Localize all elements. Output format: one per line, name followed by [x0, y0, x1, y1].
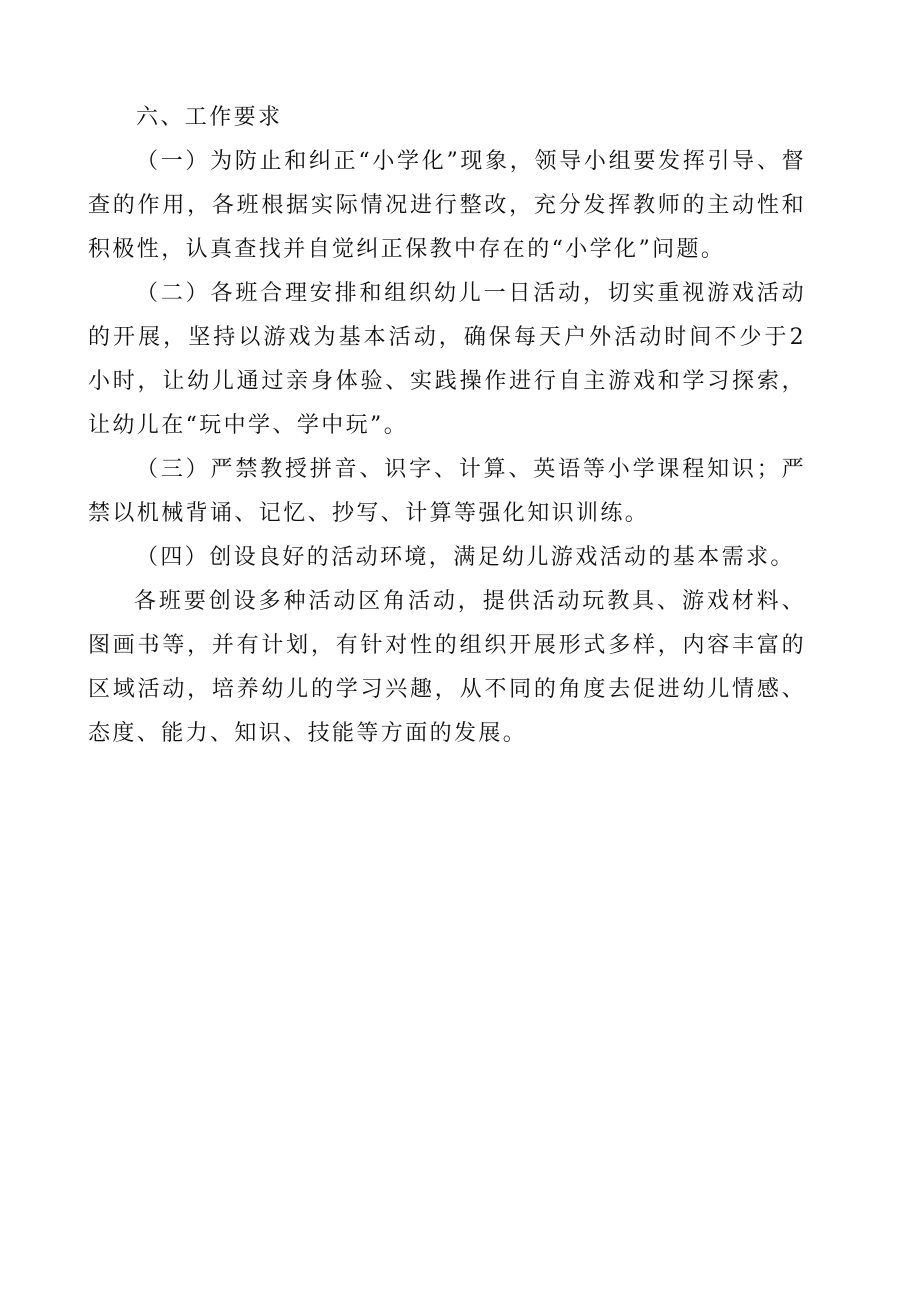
paragraph-4: （四）创设良好的活动环境，满足幼儿游戏活动的基本需求。 — [136, 545, 795, 570]
paragraph-5: 各班要创设多种活动区角活动，提供活动玩教具、游戏材料、图画书等，并有计划，有针对性的组织开展形式多样，内容丰富的区域活动，培养幼儿的学习兴趣，从不同的角度去促进幼儿情感、态度、能力、知识、技能等方面的发展。 — [88, 589, 806, 746]
paragraph-3: （三）严禁教授拼音、识字、计算、英语等小学课程知识；严禁以机械背诵、记忆、抄写、计算等强化知识训练。 — [88, 457, 806, 526]
paragraph-2: （二）各班合理安排和组织幼儿一日活动，切实重视游戏活动的开展，坚持以游戏为基本活动，确保每天户外活动时间不少于2小时，让幼儿通过亲身体验、实践操作进行自主游戏和学习探索，让幼儿在“玩中学、学中玩”。 — [88, 281, 806, 438]
section-heading: 六、工作要求 — [136, 105, 283, 130]
document-body — [88, 96, 806, 756]
paragraph-1: （一）为防止和纠正“小学化”现象，领导小组要发挥引导、督查的作用，各班根据实际情况进行整改，充分发挥教师的主动性和积极性，认真查找并自觉纠正保教中存在的“小学化”问题。 — [88, 149, 806, 262]
